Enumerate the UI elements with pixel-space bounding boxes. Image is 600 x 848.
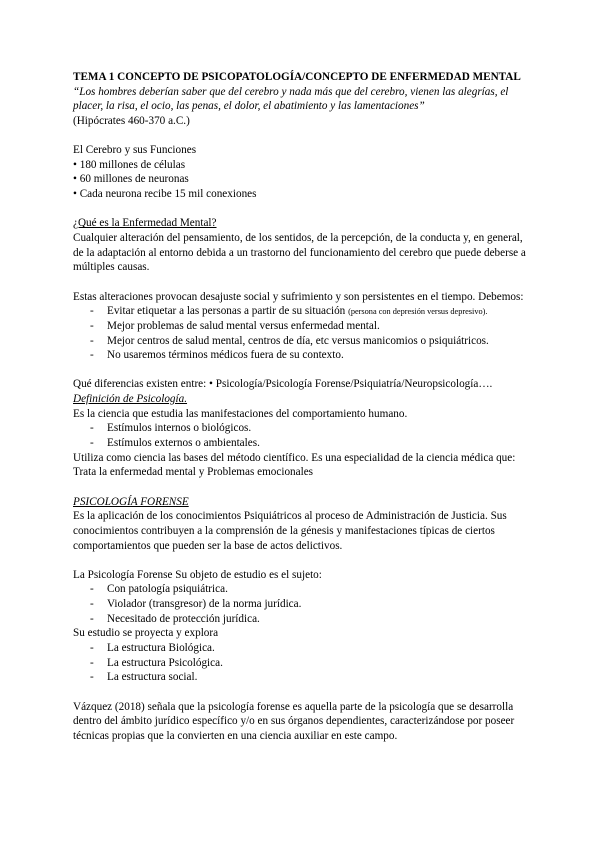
bullet-marker: •: [73, 158, 77, 171]
paragraph-line: múltiples causas.: [73, 261, 150, 274]
bullet-item: [73, 187, 543, 202]
dash-marker: -: [90, 641, 94, 654]
blank-line: [73, 129, 543, 144]
section-heading-row: [73, 216, 543, 231]
bullet-item: [73, 172, 543, 187]
list-item: [73, 319, 543, 334]
document-body: [73, 70, 543, 743]
list-item-text: No usaremos términos médicos fuera de su contexto.: [107, 349, 344, 362]
dash-marker: -: [90, 334, 94, 347]
section-heading: PSICOLOGÍA FORENSE: [73, 495, 189, 508]
document-title: TEMA 1 CONCEPTO DE PSICOPATOLOGÍA/CONCEPTO DE ENFERMEDAD MENTAL: [73, 71, 521, 83]
bullet-text: Cada neurona recibe 15 mil conexiones: [79, 188, 257, 201]
list-item: [73, 582, 543, 597]
dash-marker: -: [90, 422, 94, 435]
paragraph-line: Cualquier alteración del pensamiento, de los sentidos, de la percepción, de la conducta y, en general,: [73, 232, 523, 245]
paragraph-line: Su estudio se proyecta y explora: [73, 627, 219, 640]
paragraph-line: Trata la enfermedad mental y Problemas emocionales: [73, 466, 314, 479]
dash-marker: -: [90, 671, 94, 684]
list-item-text: Con patología psiquiátrica.: [107, 583, 228, 596]
bullet-item: [73, 158, 543, 173]
section-heading: ¿Qué es la Enfermedad Mental?: [73, 217, 217, 230]
quote-line: “Los hombres deberían saber que del cerebro y nada más que del cerebro, vienen las alegrías, el: [73, 85, 509, 98]
paragraph-line: de la adaptación al entorno debida a un trastorno del funcionamiento del cerebro que puede deberse a: [73, 246, 526, 259]
paragraph-line: Vázquez (2018) señala que la psicología forense es aquella parte de la psicología que se desarrolla: [73, 700, 514, 713]
dash-marker: -: [90, 305, 94, 318]
dash-marker: -: [90, 598, 94, 611]
blank-line: [73, 685, 543, 700]
mental-illness-section: [73, 216, 543, 362]
paragraph-line: dentro del ámbito jurídico específico y/o en sus órganos dependientes, caracterizándose por poseer: [73, 715, 515, 728]
blank-line: [73, 275, 543, 290]
blank-line: [73, 363, 543, 378]
list-item: [73, 421, 543, 436]
paragraph-line: conocimientos contribuyen a la comprensión de la génesis y manifestaciones típicas de ciertos: [73, 524, 495, 537]
list-item-note: (persona con depresión versus depresivo).: [348, 307, 488, 317]
dash-marker: -: [90, 656, 94, 669]
paragraph-line: Estas alteraciones provocan desajuste social y sufrimiento y son persistentes en el tiempo. Debemos:: [73, 290, 524, 303]
list-item: [73, 641, 543, 656]
psychology-section: [73, 377, 543, 479]
dash-marker: -: [90, 437, 94, 450]
list-item-text: Necesitado de protección jurídica.: [107, 612, 260, 625]
brain-functions-section: [73, 143, 543, 202]
hippocrates-quote: [73, 85, 543, 129]
list-item: [73, 334, 543, 349]
paragraph-line: Qué diferencias existen entre: • Psicología/Psicología Forense/Psiquiatría/Neuropsicología….: [73, 378, 493, 391]
dash-marker: -: [90, 349, 94, 362]
section-heading: El Cerebro y sus Funciones: [73, 144, 197, 157]
list-item: [73, 656, 543, 671]
list-item: [73, 612, 543, 627]
list-item-text: La estructura Psicológica.: [107, 656, 223, 669]
bullet-text: 60 millones de neuronas: [79, 173, 189, 186]
list-item-text: La estructura Biológica.: [107, 641, 215, 654]
bullet-text: 180 millones de células: [79, 158, 186, 171]
dash-marker: -: [90, 319, 94, 332]
list-item: [73, 348, 543, 363]
blank-line: [73, 553, 543, 568]
blank-line: [73, 480, 543, 495]
paragraph-line: comportamientos que pueden ser la base de actos delictivos.: [73, 539, 343, 552]
paragraph-line: técnicas propias que la convierten en una ciencia auxiliar en este campo.: [73, 729, 398, 742]
section-heading-row: [73, 392, 543, 407]
quote-line: placer, la risa, el ocio, las penas, el dolor, el abatimiento y las lamentaciones”: [73, 100, 425, 113]
section-heading-row: [73, 495, 543, 510]
list-item: [73, 670, 543, 685]
quote-author: (Hipócrates 460-370 a.C.): [73, 114, 190, 127]
list-item-text: Mejor centros de salud mental, centros de día, etc versus manicomios o psiquiátricos.: [107, 334, 489, 347]
paragraph-line: Es la aplicación de los conocimientos Psiquiátricos al proceso de Administración de Justicia. Sus: [73, 510, 507, 523]
list-item-text: La estructura social.: [107, 671, 198, 684]
paragraph-line: Es la ciencia que estudia las manifestaciones del comportamiento humano.: [73, 407, 408, 420]
list-item-text: Mejor problemas de salud mental versus enfermedad mental.: [107, 319, 380, 332]
bullet-marker: •: [73, 188, 77, 201]
list-item-text: Estímulos externos o ambientales.: [107, 437, 260, 450]
paragraph-line: Utiliza como ciencia las bases del método científico. Es una especialidad de la ciencia médica que:: [73, 451, 516, 464]
list-item: [73, 597, 543, 612]
bullet-marker: •: [73, 173, 77, 186]
list-item: [73, 304, 543, 319]
forensic-psychology-section: [73, 495, 543, 744]
dash-marker: -: [90, 583, 94, 596]
list-item: [73, 436, 543, 451]
list-item-text: Violador (transgresor) de la norma jurídica.: [107, 598, 302, 611]
dash-marker: -: [90, 612, 94, 625]
list-item-text: Estímulos internos o biológicos.: [107, 422, 252, 435]
section-heading: Definición de Psicología.: [73, 393, 188, 406]
blank-line: [73, 202, 543, 217]
list-item-text: Evitar etiquetar a las personas a partir de su situación: [107, 305, 346, 318]
paragraph-line: La Psicología Forense Su objeto de estudio es el sujeto:: [73, 568, 322, 581]
